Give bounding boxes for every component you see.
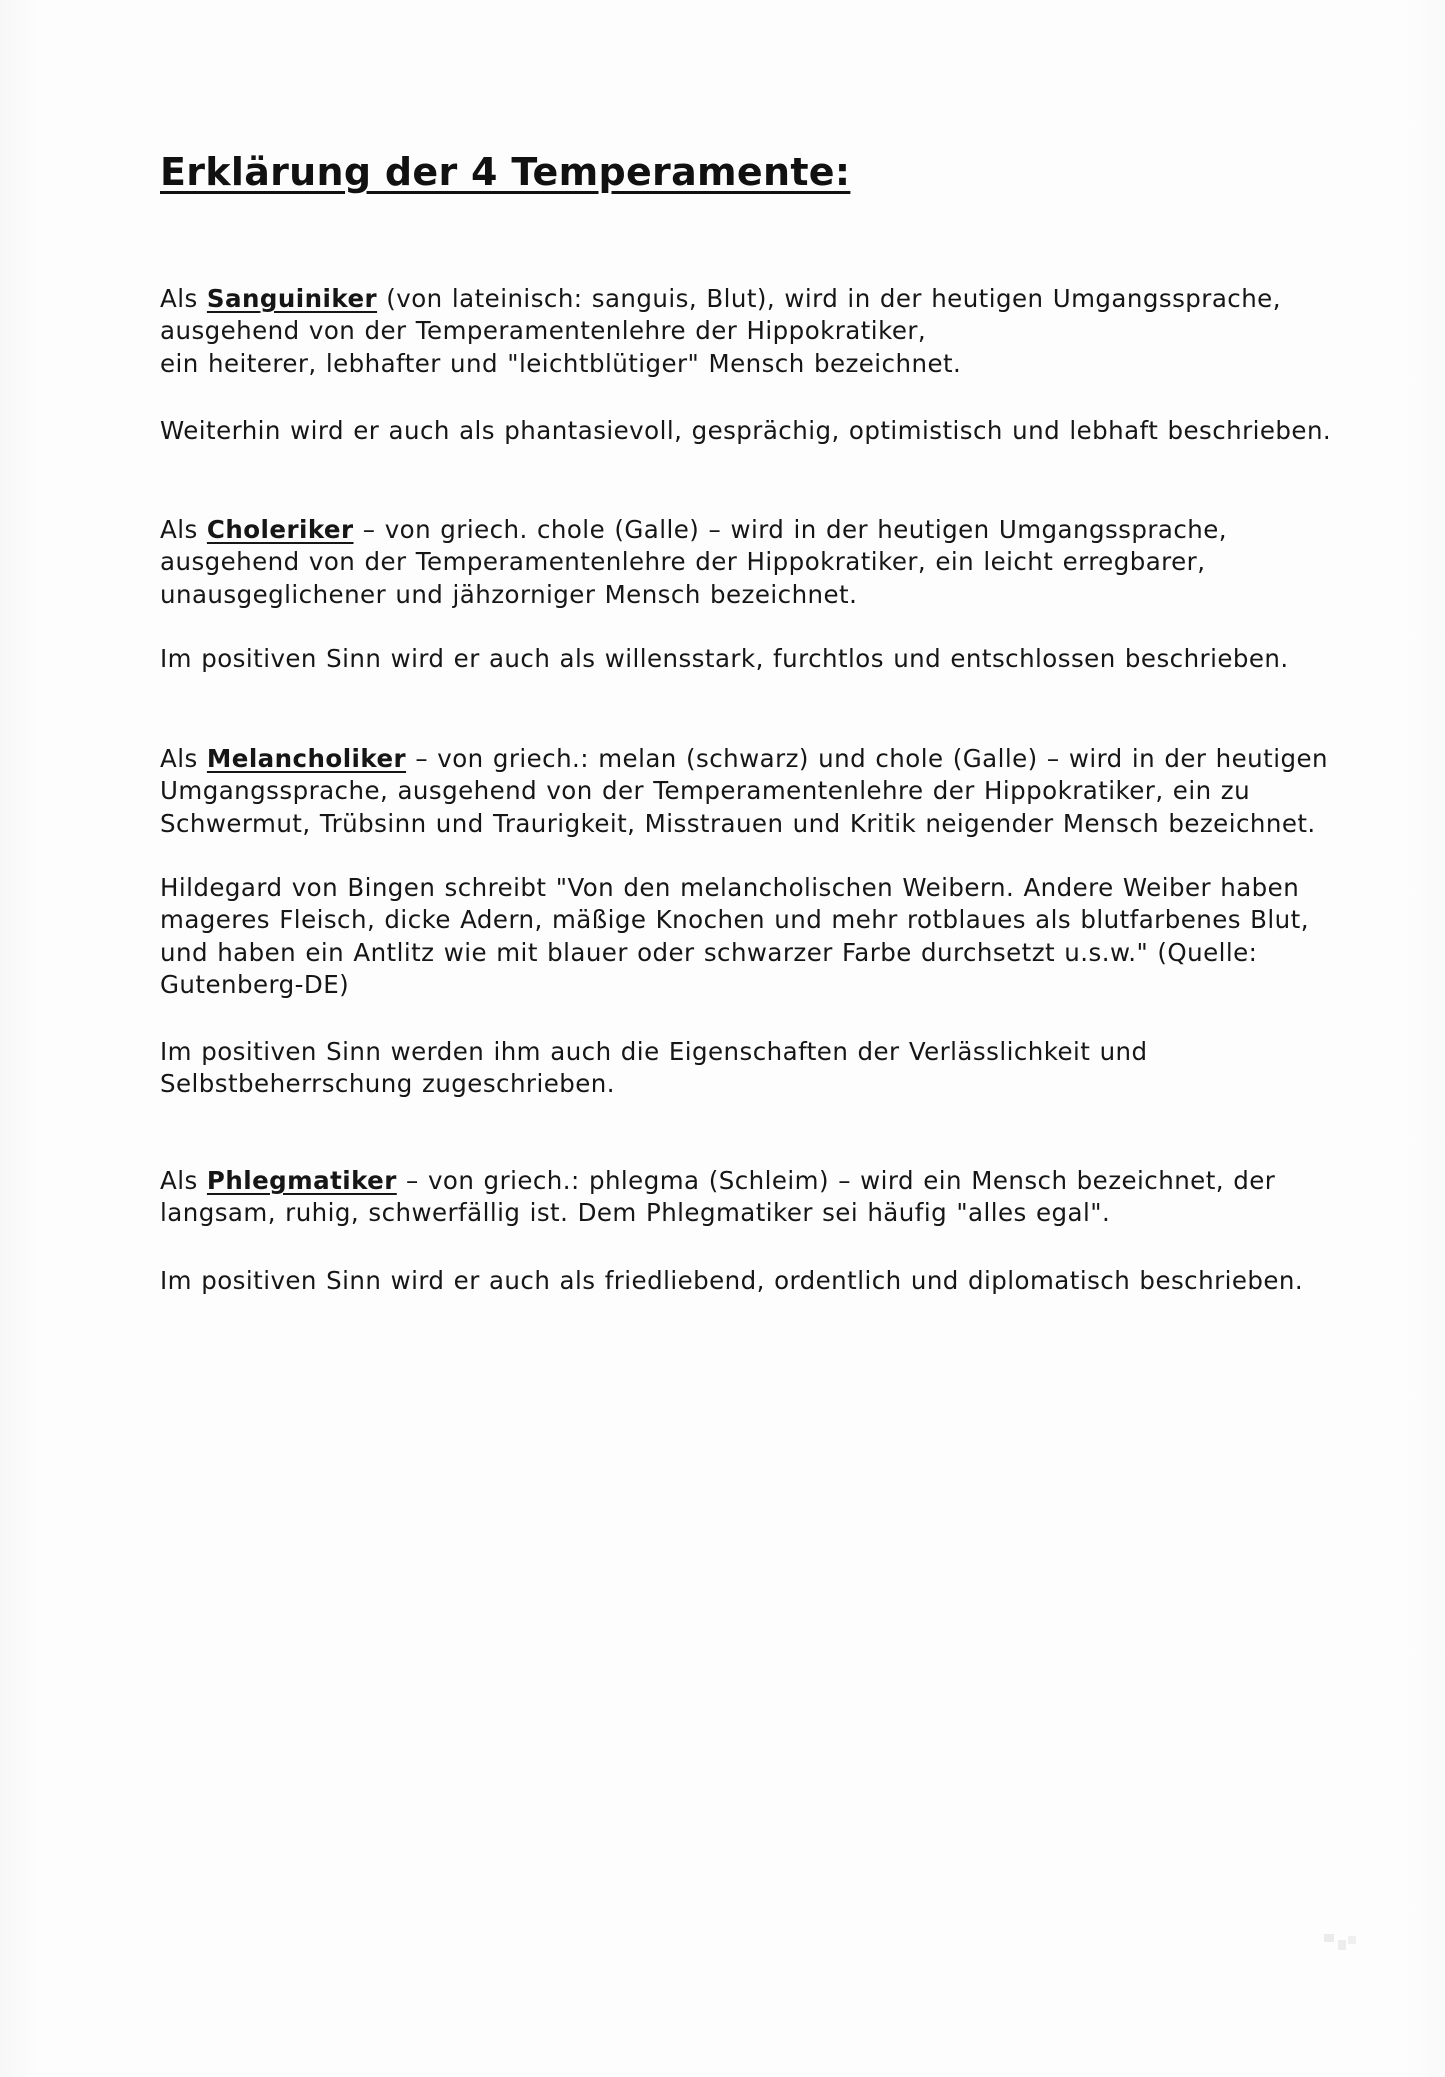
definition-text: – von griech. chole (Galle) – wird in der heutigen Umgangssprache, ausgehend von der Temperamentenlehre der Hippokratiker, ein leicht erregbarer, unausgeglichener und jähzorniger Mensch bezeichnet. xyxy=(160,515,1228,609)
definition-text: – von griech.: melan (schwarz) und chole (Galle) – wird in der heutigen Umgangssprache, ausgehend von der Temperamentenlehre der Hippokratiker, ein zu Schwermut, Trübsinn und Traurigkeit, Misstrauen und Kritik neigender Mensch bezeichnet. xyxy=(160,744,1328,838)
sanguiniker-description: Weiterhin wird er auch als phantasievoll, gesprächig, optimistisch und lebhaft beschrieben. xyxy=(160,416,1332,445)
phlegmatiker-positive: Im positiven Sinn wird er auch als friedliebend, ordentlich und diplomatisch beschrieben. xyxy=(160,1266,1304,1295)
choleriker-positive: Im positiven Sinn wird er auch als willensstark, furchtlos und entschlossen beschrieben. xyxy=(160,644,1289,673)
paragraph-prefix: Als xyxy=(160,515,207,544)
page-title: Erklärung der 4 Temperamente: xyxy=(160,150,851,194)
term-phlegmatiker: Phlegmatiker xyxy=(206,1166,397,1195)
choleriker-definition xyxy=(160,514,1410,611)
definition-text: (von lateinisch: sanguis, Blut), wird in der heutigen Umgangssprache, ausgehend von der Temperamentenlehre der Hippokratiker, ein heiterer, lebhafter und "leichtblütiger" Mensch bezeichnet. xyxy=(160,284,1281,378)
term-sanguiniker: Sanguiniker xyxy=(206,284,378,313)
paragraph-prefix: Als xyxy=(160,284,207,313)
phlegmatiker-definition xyxy=(160,1165,1410,1230)
scan-artifact-icon xyxy=(1322,1930,1358,1954)
melancholiker-positive: Im positiven Sinn werden ihm auch die Eigenschaften der Verlässlichkeit und Selbstbeherrschung zugeschrieben. xyxy=(160,1037,1148,1099)
definition-text: – von griech.: phlegma (Schleim) – wird ein Mensch bezeichnet, der langsam, ruhig, schwerfällig ist. Dem Phlegmatiker sei häufig "alles egal". xyxy=(160,1166,1276,1228)
paragraph-prefix: Als xyxy=(160,744,207,773)
melancholiker-quote: Hildegard von Bingen schreibt "Von den melancholischen Weibern. Andere Weiber haben mageres Fleisch, dicke Adern, mäßige Knochen und mehr rotblaues als blutfarbenes Blut, und haben ein Antlitz wie mit blauer oder schwarzer Farbe durchsetzt u.s.w." (Quelle: Gutenberg-DE) xyxy=(160,873,1309,999)
term-choleriker: Choleriker xyxy=(206,515,354,544)
sanguiniker-definition xyxy=(160,283,1410,380)
paragraph-prefix: Als xyxy=(160,1166,207,1195)
melancholiker-definition xyxy=(160,743,1410,840)
term-melancholiker: Melancholiker xyxy=(206,744,407,773)
